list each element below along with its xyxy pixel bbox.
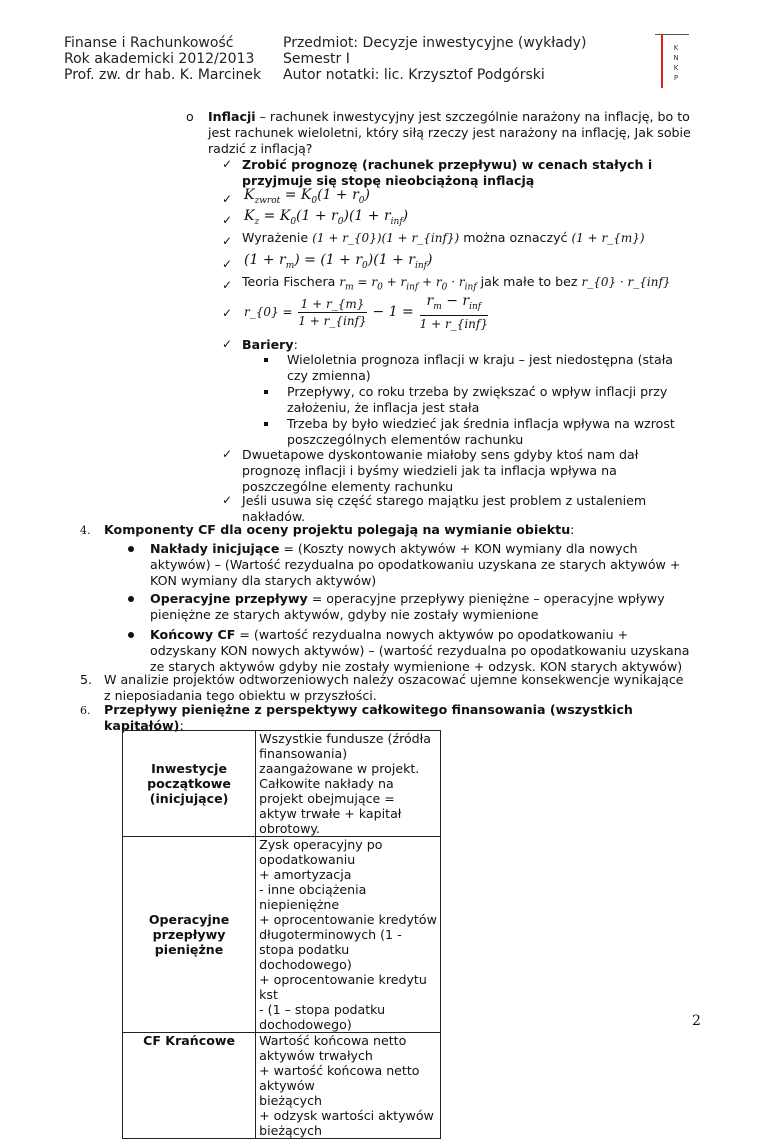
knkp-logo [655,34,689,88]
denominator: 1 + r_{inf} [298,313,367,328]
section-number: 5. [80,672,93,687]
bullet-icon [128,632,134,638]
note-author: Autor notatki: lic. Krzysztof Podgórski [283,67,545,83]
text: poszczególne elementy rachunku [242,479,454,494]
text: - inne obciążenia niepieniężne [259,882,367,912]
formula: (1 + r_{0})(1 + r_{inf}) [312,231,460,245]
barrier-item [287,384,667,416]
forecast-item [242,157,652,189]
text: aktywów) – (Wartość rezydualna po opodatkowaniu uzyskana ze starych aktywów + [150,557,681,572]
inflation-title: Inflacji [208,109,256,124]
numerator: $r_m - r_{inf}$ [420,293,488,316]
formula: r_{0} · r_{inf} [581,275,671,289]
text: przyjmuje się stopę nieobciążoną inflacją [242,173,535,188]
text: Nakłady inicjujące [150,541,280,556]
text: kapitałów) [104,718,180,733]
text: czy zmienna) [287,368,371,383]
text: Jeśli usuwa się część starego majątku jest problem z ustaleniem [242,493,647,508]
text: poszczególnych elementów rachunku [287,432,524,447]
row-value [256,837,441,1033]
text: (inicjujące) [149,791,229,806]
check-icon: ✓ [222,234,233,248]
logo-letter: K [673,64,679,72]
logo-letter: N [673,54,679,62]
text: Zysk operacyjny po opodatkowaniu [259,837,383,867]
barrier-item [287,352,673,384]
formula-kzwrot: $K_{zwrot} = K_0(1 + r_0)$ [244,187,370,206]
text: – rachunek inwestycyjny jest szczególnie narażony na inflację, bo to [255,109,690,124]
page-number: 2 [692,1013,701,1029]
text: = operacyjne przepływy pieniężne – operacyjne wpływy [307,591,665,606]
text: Komponenty CF dla oceny projektu polegają na wymianie obiektu [104,522,571,537]
removal-item [242,493,646,525]
text: CF Krańcowe [143,1033,236,1048]
row-value [256,731,441,837]
text: nakładów. [242,509,306,524]
text: Wszystkie fundusze (źródła finansowania) [259,731,431,761]
table-row [123,731,441,837]
check-icon: ✓ [222,157,233,171]
component-item [150,591,665,623]
text: pieniężne [154,942,224,957]
text: założeniu, że inflacja jest stała [287,400,480,415]
expression-item [242,230,645,245]
row-header [123,1033,256,1139]
text: pieniężne ze starych aktywów, gdyby nie zostały wymienione [150,607,539,622]
text: + wartość końcowa netto aktywów [259,1063,420,1093]
header-right [283,35,586,83]
text: radzić z inflacją? [208,141,313,156]
section-number: 4. [80,524,91,537]
table-row [123,837,441,1033]
check-icon: ✓ [222,447,233,461]
text: Operacyjne przepływy [148,912,230,942]
bullet-icon [128,596,134,602]
text: + odzysk wartości aktywów bieżących [259,1108,434,1138]
circle-bullet: o [186,109,194,124]
square-bullet-icon [264,422,268,426]
header-left [64,35,261,83]
denominator: 1 + r_{inf} [419,316,488,331]
logo-letter: P [673,74,679,82]
section6-title: Przepływy pieniężne z perspektywy całkowitego finansowania (wszystkich kapitałów): [104,702,633,733]
text: Wyrażenie [242,230,309,245]
academic-year: Rok akademicki 2012/2013 [64,51,255,67]
text: Teoria Fischera [242,274,336,289]
barrier-item [287,416,675,448]
text: jak małe to bez [480,274,578,289]
check-icon: ✓ [222,337,233,351]
text: Końcowy CF [150,627,236,642]
table-row [123,1033,441,1139]
component-item [150,541,680,589]
text: Operacyjne przepływy [150,591,308,606]
check-icon: ✓ [222,213,233,227]
logo-letter: K [673,44,679,52]
text: - (1 – stopa podatku dochodowego) [259,1002,386,1032]
text: ze starych aktywów gdyby nie zostały wymienione + odzysk. KON starych aktywów) [150,659,683,674]
formula: (1 + r_{m}) [571,231,645,245]
text: można oznaczyć [463,230,568,245]
text: prognozę inflacji i byśmy wiedzieli jak ta inflacja wpływa na [242,463,617,478]
formula: − 1 = [372,303,414,320]
text: + oprocentowanie kredytów [259,912,437,927]
text: = (wartość rezydualna nowych aktywów po opodatkowaniu + [235,627,629,642]
section5-text [104,672,684,704]
square-bullet-icon [264,390,268,394]
section-number: 6. [80,704,91,717]
text: Zrobić prognozę (rachunek przepływu) w cenach stałych i [242,157,653,172]
text: aktyw trwałe + kapitał obrotowy. [259,806,402,836]
component-item [150,627,689,675]
formula-rm: $(1 + r_m) = (1 + r_0)(1 + r_{inf})$ [244,252,433,271]
text: Bariery [242,337,294,352]
text: Inwestycje początkowe [147,761,231,791]
check-icon: ✓ [222,278,233,292]
text: jest rachunek wieloletni, który siłą rzeczy jest narażony na inflację, Jak sobie [208,125,691,140]
bullet-icon [128,546,134,552]
text: dochodowego) [259,957,352,972]
row-value [256,1033,441,1139]
formula-kz: $K_z = K_0(1 + r_0)(1 + r_{inf})$ [244,208,409,227]
professor: Prof. zw. dr hab. K. Marcinek [64,67,262,83]
inflation-paragraph [208,109,691,157]
text: zaangażowane w projekt. [259,761,420,776]
row-header [123,731,256,837]
semester: Semestr I [283,51,350,67]
numerator: 1 + r_{m} [298,296,366,313]
section4-title: Komponenty CF dla oceny projektu polegają na wymianie obiektu: [104,522,575,537]
text: Trzeba by było wiedzieć jak średnia inflacja wpływa na wzrost [287,416,675,431]
subject: Przedmiot: Decyzje inwestycyjne (wykłady) [283,35,587,51]
text: Wieloletnia prognoza inflacji w kraju – jest niedostępna (stała [287,352,674,367]
text: = (Koszty nowych aktywów + KON wymiany dla nowych [279,541,638,556]
text: Całkowite nakłady na projekt obejmujące = [259,776,395,806]
check-icon: ✓ [222,192,233,206]
row-header [123,837,256,1033]
text: + oprocentowanie kredytu kst [259,972,427,1002]
two-stage-item [242,447,638,495]
text: Przepływy, co roku trzeba by zwiększać o wpływ inflacji przy [287,384,668,399]
text: Wartość końcowa netto aktywów trwałych [259,1033,407,1063]
text: z nieposiadania tego obiektu w przyszłości. [104,688,377,703]
text: bieżących [259,1093,322,1108]
text: Dwuetapowe dyskontowanie miałoby sens gdyby ktoś nam dał [242,447,639,462]
text: + amortyzacja [259,867,352,882]
formula-r0-fraction [244,293,490,332]
text: długoterminowych (1 - stopa podatku [259,927,402,957]
square-bullet-icon [264,358,268,362]
formula: $r_m = r_0 + r_{inf} + r_0 \cdot r_{inf}$ [339,275,477,293]
faculty: Finanse i Rachunkowość [64,35,234,51]
barriers-title: Bariery: [242,337,298,352]
check-icon: ✓ [222,257,233,271]
text: W analizie projektów odtworzeniowych należy oszacować ujemne konsekwencje wynikające [104,672,684,687]
check-icon: ✓ [222,493,233,507]
text: KON wymiany dla starych aktywów) [150,573,377,588]
formula: r_{0} = [244,304,293,319]
fisher-item [242,274,671,292]
text: odzyskany KON nowych aktywów) – (wartość rezydualna po opodatkowaniu uzyskana [150,643,690,658]
cash-flow-table [122,730,441,1139]
text: Przepływy pieniężne z perspektywy całkowitego finansowania (wszystkich [104,702,633,717]
check-icon: ✓ [222,306,233,320]
